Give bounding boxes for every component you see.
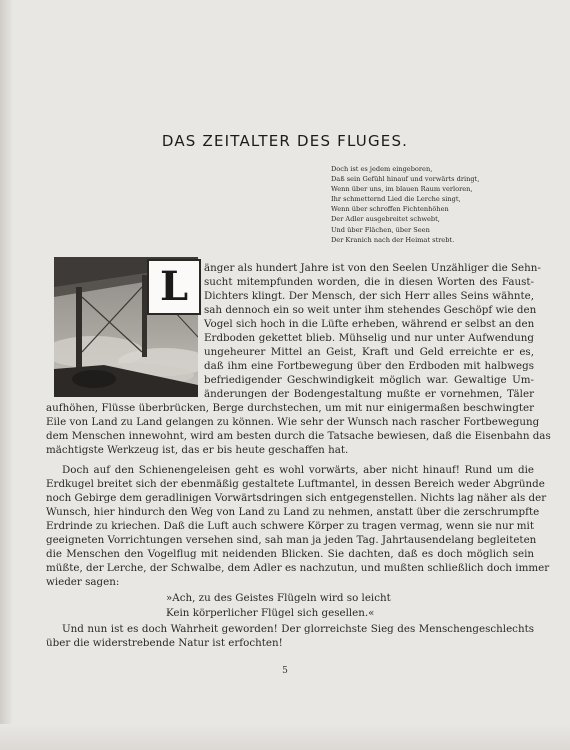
page-number: 5 [282,666,288,676]
text-line: Vogel sich hoch in die Lüfte erheben, während er selbst an den [204,318,535,330]
motto-line: Und über Flächen, über Seen [331,225,430,234]
text-line: sucht mitempfunden worden, die in diesen Worten des Faust- [204,276,534,288]
initial-letter: L [159,263,189,310]
chapter-title: DAS ZEITALTER DES FLUGES. [161,132,409,150]
quote-line: »Ach, zu des Geistes Flügeln wird so leicht [166,592,391,604]
text-line: Wunsch, hier hindurch den Weg von Land zu Land zu nehmen, anstatt über die zerschrumpfte [46,506,540,518]
quote-line: Kein körperlicher Flügel sich gesellen.« [166,606,375,619]
decorated-initial [147,259,201,315]
text-line: wieder sagen: [46,576,120,588]
motto-line: Der Adler ausgebreitet schwebt, [331,215,440,224]
motto-line: Wenn über schroffen Fichtenhöhen [331,205,449,214]
text-line: Doch auf den Schienengeleisen geht es wohl vorwärts, aber nicht hinauf! Rund um die [62,464,534,476]
text-line: müßte, der Lerche, der Schwalbe, dem Adler es nachzutun, und mußten schließlich doch immer [46,562,550,574]
motto-line: Wenn über uns, im blauen Raum verloren, [331,185,473,194]
text-line: Erdrinde zu kriechen. Daß die Luft auch schwere Körper zu tragen vermag, wenn sie nur mit [46,520,534,532]
text-line: ungeheurer Mittel an Geist, Kraft und Geld erreichte er es, [204,346,534,358]
text-line: sah dennoch ein so weit unter ihm stehendes Geschöpf wie den [204,304,537,316]
text-line: Eile von Land zu Land gelangen zu können. Wie sehr der Wunsch nach rascher Fortbewegung [46,416,540,428]
page-binding-shadow [0,0,12,750]
text-line: über die widerstrebende Natur ist erfochten! [46,637,283,649]
motto-line: Doch ist es jedem eingeboren, [331,165,433,173]
text-line: Und nun ist es doch Wahrheit geworden! Der glorreichste Sieg des Menschengeschlechts [62,623,534,635]
block-quote [166,591,391,620]
text-line: Erdkugel breitet sich der ebenmäßig gestaltete Luftmantel, in dessen Bereich weder Abgründe [46,478,545,490]
text-line: aufhöhen, Flüsse überbrücken, Berge durchstechen, um mit nur einigermaßen beschwingter [46,402,534,414]
text-line: die Menschen den Vogelflug mit neidenden Blicken. Sie dachten, daß es doch möglich sein [46,548,534,560]
motto-line: Ihr schmetternd Lied die Lerche singt, [331,195,461,204]
text-line: befriedigender Geschwindigkeit möglich war. Gewaltige Um- [204,374,534,386]
motto-line: Daß sein Gefühl hinauf und vorwärts dringt, [331,175,480,184]
text-line: dem Menschen innewohnt, wird am besten durch die Tatsache bewiesen, daß die Eisenbahn das [46,430,551,442]
text-line: änger als hundert Jahre ist von den Seelen Unzähliger die Sehn- [204,262,541,274]
text-line: änderungen der Bodengestaltung mußte er vornehmen, Täler [204,388,534,400]
text-line: mächtigste Werkzeug ist, das er bis heute geschaffen hat. [46,444,349,456]
text-line: noch Gebirge dem geradlinigen Vorwärtsdringen sich entgegenstellen. Nichts lag näher als der [46,492,547,504]
page-bottom-shade [0,724,570,750]
text-line: Erdboden gekettet blieb. Mühselig und nur unter Aufwendung [204,332,534,344]
text-line: geeigneten Vorrichtungen versehen sind, sah man ja jeden Tag. Jahrtausendelang begleiteten [46,534,537,546]
motto-verse [331,164,479,245]
motto-line: Der Kranich nach der Heimat strebt. [331,235,455,244]
text-line: daß ihm eine Fortbewegung über den Erdboden mit halbwegs [204,360,534,372]
text-line: Dichters klingt. Der Mensch, der sich Herr alles Seins wähnte, [204,290,534,302]
